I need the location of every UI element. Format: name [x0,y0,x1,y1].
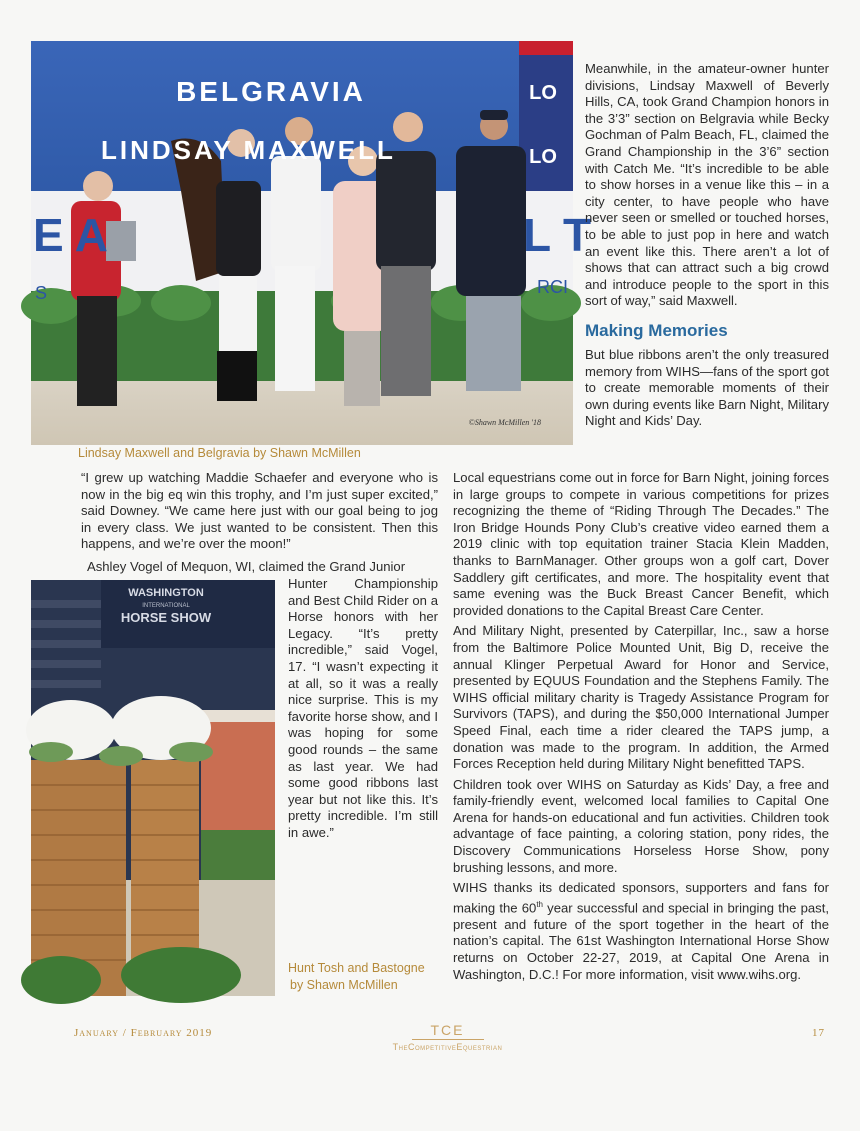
paragraph-military-night: And Military Night, presented by Caterpillar, Inc., saw a horse from the Baltimore Police Mounted Unit, Big D, receive the annual Klinger Perpetual Award for Honor and Service, presented by EQUUS Foundation and the Stephens Family. The WIHS official military charity is Tragedy Assistance Program for Survivors (TAPS), and during the $50,000 International Jumper Speed Final, each time a rider cleared the TAPS jump, a donation was made to the program. In addition, the Armed Forces Reception held during Military Night benefitted TAPS. [453,623,829,772]
photo-hunt-tosh-bastogne [31,580,275,996]
photo-watermark: ©Shawn McMillen '18 [468,418,541,427]
column-right-main [453,470,829,983]
footer-issue-date: January / February 2019 [74,1027,213,1039]
paragraph-thanks [453,880,829,983]
photo-hunt-tosh-image [31,580,275,996]
footer-logo-short: TCE [430,1022,465,1038]
arena-banner-line3: HORSE SHOW [120,610,212,625]
column-left-quote [81,470,438,553]
photo-maxwell-belgravia-image [31,41,592,445]
column-left-vogel-first [87,559,442,576]
sponsor-letters-left: E A [33,209,108,261]
thanks-text-a: WIHS thanks its dedicated sponsors, supporters and fans for making the 60 [453,880,829,916]
paragraph-kids-day: Children took over WIHS on Saturday as Kids’ Day, a free and family-friendly event, welcomed local families to Capital One Arena for hands-on educational and fun activities. Children took advantage of face painting, a coloring station, pony rides, the Discovery Communications Horseless Horse Show, pony brushing lessons, and more. [453,776,829,875]
photo2-caption-line1: Hunt Tosh and Bastogne [288,961,425,975]
paragraph-memories: But blue ribbons aren’t the only treasured memory from WIHS—fans of the sport got to create memorable moments of their own during events like Barn Night, Military Night and Kids’ Day. [585,346,829,429]
paragraph-maxwell: Meanwhile, in the amateur-owner hunter divisions, Lindsay Maxwell of Beverly Hills, CA, took Grand Champion honors in the 3’3” section on Belgravia while Becky Gochman of Palm Beach, FL, claimed the Grand Championship in the 3’6” section with Catch Me. “It’s incredible to be able to show horses in a venue like this – in a city center, to have people who have never seen or smelled or touched horses, to be able to just pop in here and watch an event like this. There aren’t a lot of shows that can attract such a big crowd and introduce people to the sport in this sort of way,” said Maxwell. [585,61,829,309]
sponsor-letters-right: L T [523,209,592,261]
arena-banner-line1: WASHINGTON [128,587,204,599]
photo1-caption: Lindsay Maxwell and Belgravia by Shawn McMillen [78,446,361,460]
paragraph-barn-night: Local equestrians come out in force for Barn Night, joining forces in large groups to compete in various competitions for prizes recognizing the theme of “Riding Through The Decades.” The Iron Bridge Hounds Pony Club’s creative video earned them a 2019 clinic with top equitation trainer Stacia Klein Madden, thanks to BarnManager. Other groups won a golf cart, Dover Saddlery gift certificates, and more. The hospitality event that same evening was the Buck Breast Cancer Benefit, which provided donations to the Capital Breast Care Center. [453,470,829,618]
thanks-superscript: th [536,899,543,909]
paragraph-vogel: Hunter Championship and Best Child Rider on a Horse honors with her Legacy. “It’s pretty incredible,” said Vogel, 17. “I wasn’t expecting it at all, so it was a really nice surprise. This is my favorite horse show, and I was hoping for some good rounds – the same as last year. We had some good ribbons last year but not like this. It’s pretty incredible. I’m still in awe.” [288,576,438,840]
sponsor-small-left: S [35,283,48,303]
paragraph-downey-quote: “I grew up watching Maddie Schaefer and everyone who is now in the big eq win this trophy, and I’m just super excited,” said Downey. “We came here just with our goal being to jog in every class. We just wanted to be consistent. Then this happens, and we’re over the moon!” [81,470,438,552]
footer-logo [370,1022,525,1052]
section-heading: Making Memories [585,320,728,340]
photo2-caption-line2: by Shawn McMillen [290,978,398,992]
footer-logo-full: TheCompetitiveEquestrian [392,1042,503,1052]
side-banner-text-bottom: LO [529,146,557,168]
column-left-vogel-rest [288,576,438,842]
thanks-text-b: year successful and special in bringing the past, present and future of the sport together in the heart of the nation’s capital. The 61st Washington International Horse Show returns on October 22-27, 2019, at Capital One Arena in Washington, D.C.! For more information, visit www.wihs.org. [453,900,829,982]
banner-name-text: LINDSAY MAXWELL [101,135,396,165]
side-banner-text-top: LO [529,82,557,104]
column-right-top [585,61,829,430]
paragraph-vogel-first-line: Ashley Vogel of Mequon, WI, claimed the Grand Junior [87,559,406,574]
footer-logo-rule [412,1039,484,1040]
arena-banner-line2: INTERNATIONAL [142,603,190,609]
photo2-caption [288,960,438,994]
banner-belgravia-text: BELGRAVIA [176,76,366,107]
photo-maxwell-belgravia [31,41,592,445]
footer-page-number: 17 [812,1027,825,1039]
sponsor-small-right: RCI [537,277,568,297]
